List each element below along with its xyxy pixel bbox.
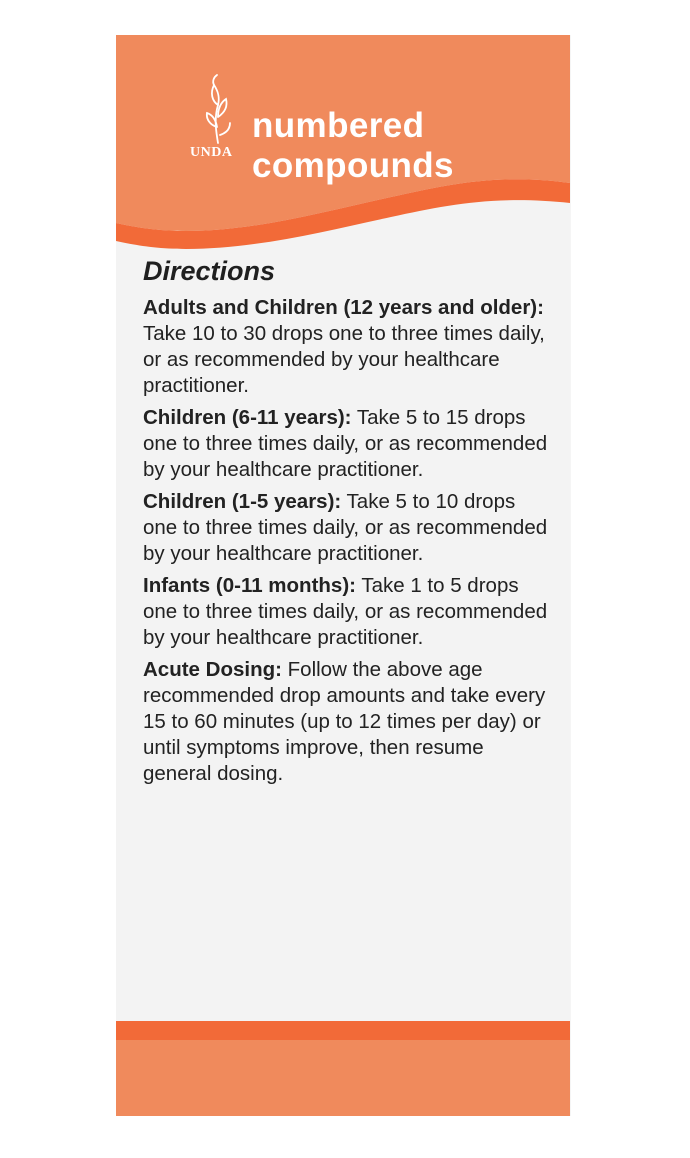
logo-wordmark: UNDA xyxy=(190,145,233,160)
dosage-paragraph-adults xyxy=(143,295,548,399)
dosage-lead: Children (1-5 years): xyxy=(143,490,342,513)
dosage-text: Follow the above age recommended drop amounts and take every 15 to 60 minutes (up to 12 times per day) or until symptoms improve, then resume general dosing. xyxy=(143,658,546,785)
dosage-lead: Infants (0-11 months): xyxy=(143,574,356,597)
dosage-paragraph-infants xyxy=(143,573,548,651)
dosage-text: Take 10 to 30 drops one to three times daily, or as recommended by your healthcare practitioner. xyxy=(143,322,545,397)
flower-sprig-logo-icon xyxy=(190,71,260,151)
dosage-paragraph-children-1-5 xyxy=(143,489,548,567)
dosage-text: Take 1 to 5 drops one to three times daily, or as recommended by your healthcare practitioner. xyxy=(143,574,548,649)
dosage-text: Take 5 to 10 drops one to three times daily, or as recommended by your healthcare practitioner. xyxy=(143,490,548,565)
brand-header xyxy=(190,71,560,191)
directions-title: Directions xyxy=(143,256,276,286)
dosage-lead: Acute Dosing: xyxy=(143,658,282,681)
bottom-orange-stripe xyxy=(116,1021,570,1040)
brand-line-compounds: compounds xyxy=(252,146,454,185)
dosage-paragraph-acute xyxy=(143,657,548,787)
dosage-paragraph-children-6-11 xyxy=(143,405,548,483)
dosage-text: Take 5 to 15 drops one to three times daily, or as recommended by your healthcare practitioner. xyxy=(143,406,548,481)
brand-line-numbered: numbered xyxy=(252,106,425,145)
dosage-lead: Children (6-11 years): xyxy=(143,406,352,429)
product-box-panel xyxy=(116,35,570,1116)
directions-section xyxy=(143,255,548,793)
bottom-orange-band xyxy=(116,1021,570,1116)
dosage-lead: Adults and Children (12 years and older): xyxy=(143,296,544,319)
